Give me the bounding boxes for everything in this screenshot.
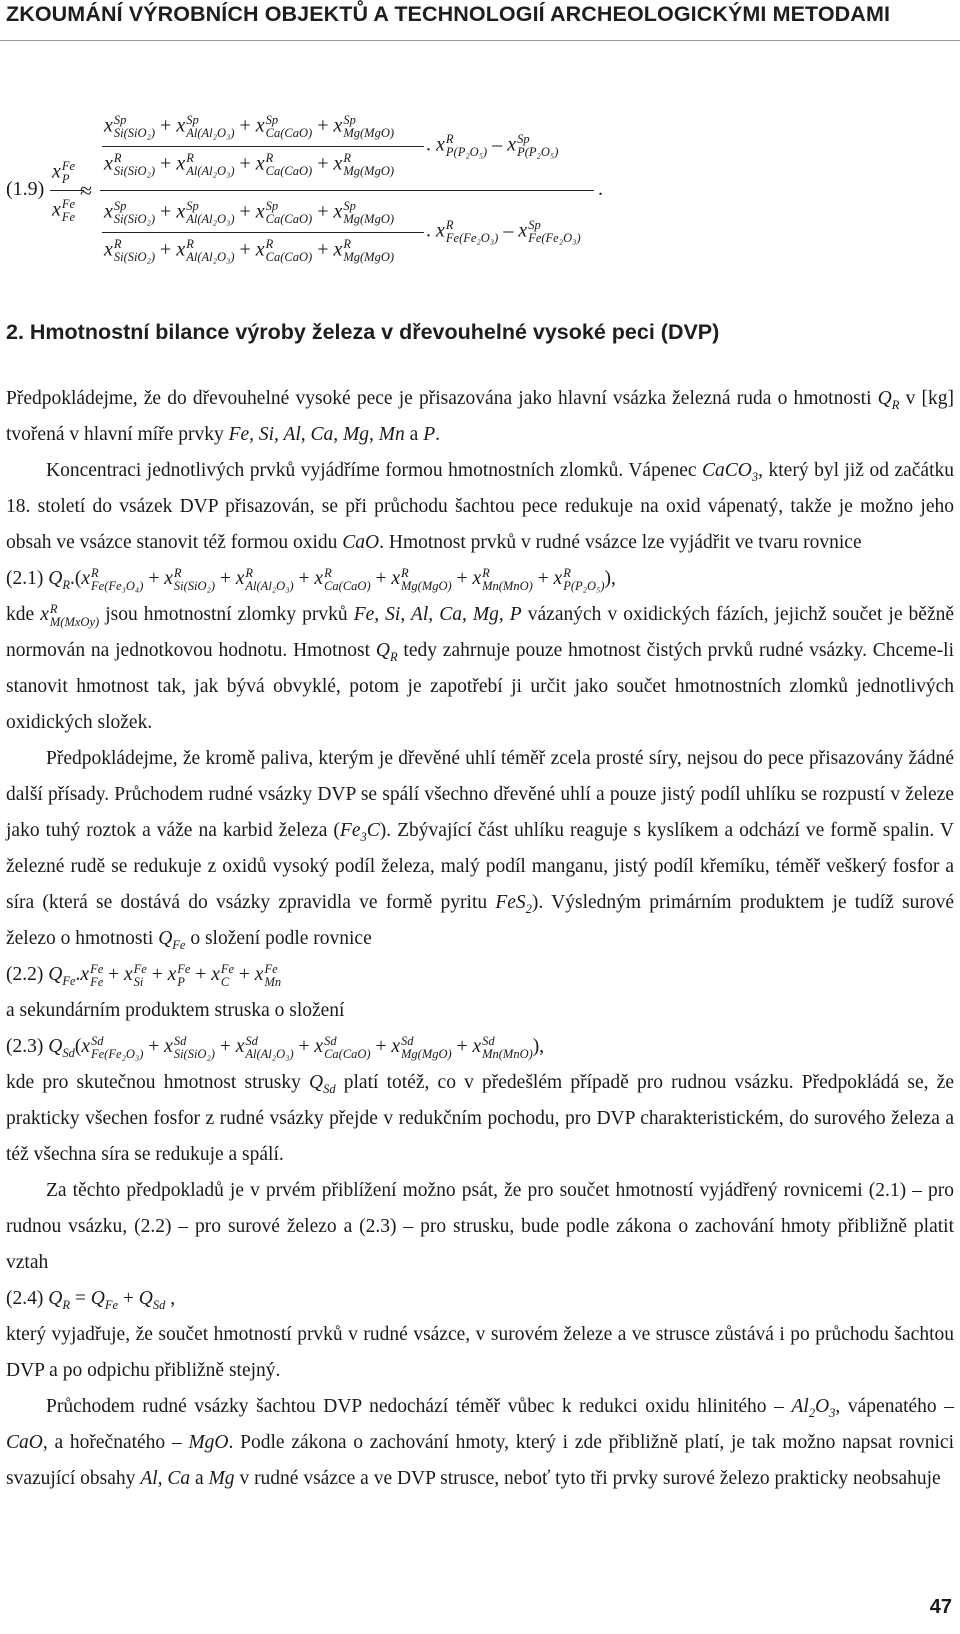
equation-2-3: (2.3) $Q_{Sd}(x$ Sd Fe(Fe₂O₃) + x Sd Si(SiO₂) + x Sd Al(Al₂O₃) + x Sd Ca(CaO) + x Sd Mg(MgO) + x Sd Mn(MnO) ),	[6, 1033, 545, 1061]
upper-right-term: . x R P(P₂O₅) – x Sp P(P₂O₅)	[426, 132, 559, 159]
equation-2-2: (2.2) $Q_{Fe}.x$ Fe Fe + x Fe Si + x Fe P + x Fe C + x Fe Mn	[6, 961, 282, 989]
upper-denominator: x R Si(SiO₂) + x R Al(Al₂O₃) + x R Ca(CaO) + x R Mg(MgO)	[104, 151, 395, 178]
paragraph-5: a sekundárním produktem struska o složení	[6, 1000, 345, 1021]
paragraph-2: Koncentraci jednotlivých prvků vyjádříme formou hmotnostních zlomků. Vápenec CaCO$_3$, který byl již od začátku 18. století do vsázek DVP přisazován, se při průchodu šachtou pece redukuje na oxid vápenatý, takže je možno jeho obsah ve vsázce stanovit též formou oxidu CaO. Hmotnost prvků v rudné vsázce lze vyjádřit ve tvaru rovnice	[6, 460, 954, 553]
approx-sign: ≈	[80, 178, 93, 203]
equation-label: (1.9)	[6, 178, 45, 200]
body-text	[6, 381, 954, 1497]
lower-numerator: x Sp Si(SiO₂) + x Sp Al(Al₂O₃) + x Sp Ca(CaO) + x Sp Mg(MgO)	[104, 199, 395, 226]
left-denominator: x Fe Fe	[52, 197, 76, 224]
paragraph-7: Za těchto předpokladů je v prvém přiblížení možno psát, že pro součet hmotností vyjádřený rovnicemi (2.1) – pro rudnou vsázku, (2.2) – pro surové železo a (2.3) – pro strusku, bude podle zákona o zachování hmoty přibližně platit vztah	[6, 1180, 954, 1273]
left-fraction-line	[50, 190, 84, 191]
lower-right-term: . x R Fe(Fe₂O₃) – x Sp Fe(Fe₂O₃)	[426, 218, 581, 245]
lower-denominator: x R Si(SiO₂) + x R Al(Al₂O₃) + x R Ca(CaO) + x R Mg(MgO)	[104, 237, 395, 264]
main-fraction-line	[100, 190, 594, 191]
section-title: 2. Hmotnostní bilance výroby železa v dřevouhelné vysoké peci (DVP)	[6, 320, 720, 344]
page-number: 47	[929, 1596, 952, 1618]
equation-2-4: (2.4) $Q_R = Q_{Fe} + Q_{Sd}$ ,	[6, 1288, 176, 1312]
equation-2-1: (2.1) $Q_R.(x$ R Fe(Fe₃O₄) + x R Si(SiO₂) + x R Al(Al₂O₃) + x R Ca(CaO) + x R Mg(MgO) + x R Mn(MnO) + x R P(P₂O₅) ),	[6, 565, 616, 593]
upper-fraction-line	[102, 146, 424, 147]
paragraph-8: který vyjadřuje, že součet hmotností prvků v rudné vsázce, v surovém železe a ve strusce zůstává i po průchodu šachtou DVP a po odpichu přibližně stejný.	[6, 1324, 954, 1381]
paragraph-6: kde pro skutečnou hmotnost strusky $Q_{Sd}$ platí totéž, co v předešlém případě pro rudnou vsázku. Předpokládá se, že prakticky všechen fosfor z rudné vsázky přejde v redukčním pochodu, pro DVP charakteristickém, do surového železa a též všechna síra se redukuje a spálí.	[6, 1072, 954, 1165]
header-rule	[0, 40, 960, 41]
paragraph-9: Průchodem rudné vsázky šachtou DVP nedochází téměř vůbec k redukci oxidu hlinitého – $Al_2O_3$, vápenatého – CaO, a hořečnatého – MgO. Podle zákona o zachování hmoty, který i zde přibližně platí, je tak možno napsat rovnici svazující obsahy Al, Ca a Mg v rudné vsázce a ve DVP strusce, neboť tyto tři prvky surové železo prakticky neobsahuje	[6, 1396, 954, 1489]
paragraph-4: Předpokládejme, že kromě paliva, kterým je dřevěné uhlí téměř zcela prosté síry, nejsou do pece přisazovány žádné další přísady. Průchodem rudné vsázky DVP se spálí všechno dřevěné uhlí a pouze jistý podíl uhlíku se rozpustí v železe jako tuhý roztok a váže na karbid železa $(Fe_3C)$. Zbývající část uhlíku reaguje s kyslíkem a odchází ve formě spalin. V železné rudě se redukuje z oxidů vysoký podíl železa, malý podíl manganu, jistý podíl křemíku, téměř veškerý fosfor a síra (která se dostává do vsázky zpravidla ve formě pyritu FeS$_2$). Výsledným primárním produktem je tudíž surové železo o hmotnosti $Q_{Fe}$ o složení podle rovnice	[6, 748, 954, 952]
lower-fraction-line	[102, 232, 424, 233]
paragraph-1: Předpokládejme, že do dřevouhelné vysoké pece je přisazována jako hlavní vsázka železná ruda o hmotnosti $Q_R$ v [kg] tvořená v hlavní míře prvky Fe, Si, Al, Ca, Mg, Mn a P.	[6, 388, 954, 445]
upper-numerator: x Sp Si(SiO₂) + x Sp Al(Al₂O₃) + x Sp Ca(CaO) + x Sp Mg(MgO)	[104, 113, 395, 140]
running-header: ZKOUMÁNÍ VÝROBNÍCH OBJEKTŮ A TECHNOLOGIÍ ARCHEOLOGICKÝMI METODAMI	[6, 2, 891, 26]
left-numerator: x Fe P	[52, 159, 76, 186]
equation-1-9	[0, 100, 960, 300]
paragraph-3: kde x R M(MxOy) jsou hmotnostní zlomky prvků Fe, Si, Al, Ca, Mg, P vázaných v oxidických fázích, jejichž součet je běžně normován na jednotkovou hodnotu. Hmotnost $Q_R$ tedy zahrnuje pouze hmotnost čistých prvků rudné vsázky. Chceme-li stanovit hmotnost tak, jak bývá obvyklé, potom je zapotřebí ji určit jako součet hmotnostních zlomků jednotlivých oxidických složek.	[6, 601, 955, 733]
period: .	[598, 178, 603, 200]
